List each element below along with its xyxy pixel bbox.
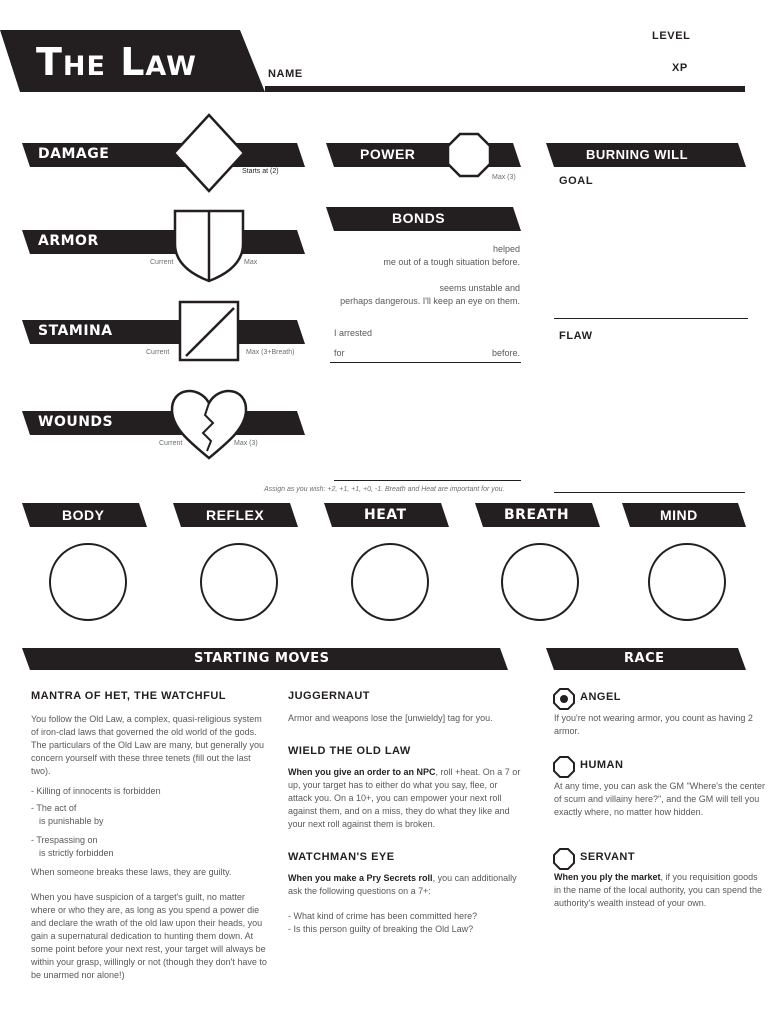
bond-1a: helped [492,244,520,254]
servant-text [554,871,766,910]
stat-label-breath: BREATH [504,507,570,523]
stat-circle-heat[interactable] [351,543,429,621]
wounds-label: WOUNDS [38,414,114,430]
assign-note: Assign as you wish: +2, +1, +1, +0, -1. Breath and Heat are important for you. [264,486,505,493]
bond-1b: me out of a tough situation before. [383,257,520,267]
juggernaut-title: JUGGERNAUT [288,690,371,702]
eye-q1: - What kind of crime has been committed here? [288,911,478,921]
mantra-p1: You follow the Old Law, a complex, quasi-religious system of iron-clad laws that governed the old world of the gods. The particulars of the Old Law are many, but generally you concern yourself with these three tenets (fill out the last two). [31,714,264,776]
page-title: The Law [36,40,197,84]
tenet-2a: - The act of [31,803,77,813]
armor-current: Current [150,259,174,266]
damage-note: Starts at (2) [242,168,279,175]
eye-text [288,872,522,898]
stat-label-body: BODY [62,507,105,523]
wounds-max: Max (3) [234,440,258,447]
servant-body: , if you requisition goods in the name of the local authority, you can spend the authority's wealth instead of your own. [554,872,762,908]
bond-2b: perhaps dangerous. I'll keep an eye on them. [340,296,520,306]
name-label: NAME [268,68,303,80]
bond-2a: seems unstable and [439,283,520,293]
broken-heart-icon [169,385,249,461]
moves-label: STARTING MOVES [194,651,330,666]
level-label: LEVEL [652,30,691,42]
goal-line [554,318,748,319]
power-label: POWER [360,146,416,162]
xp-label: XP [672,62,688,74]
stat-circle-breath[interactable] [501,543,579,621]
flaw-label: FLAW [559,330,593,342]
mantra-p3: When you have suspicion of a target's guilt, no matter where or who they are, as long as you spend a power die and declare the wrath of the old law upon their heads, you gain a supernatural dedication to hunting them down. At some point before your next rest, your target will always be within your grasp, willingly or not (though they don't have to be unarmed nor alone!) [31,892,267,980]
bond-3b: for [334,348,345,358]
wield-text [288,766,522,831]
goal-label: GOAL [559,175,594,187]
eye-q2: - Is this person guilty of breaking the Old Law? [288,924,474,934]
bonds-bottom-line [334,480,521,481]
human-text: At any time, you can ask the GM "Where's the center of scum and villainy here?", and the GM will tell you exactly where, no matter how hidden. [554,781,766,817]
title-banner [0,30,265,92]
eye-body: , you can additionally ask the following questions on a 7+: [288,873,517,896]
shield-icon [172,208,246,284]
angel-checkbox-icon[interactable] [553,688,575,710]
damage-diamond-icon [172,113,246,193]
wounds-current: Current [159,440,183,447]
angel-title: ANGEL [580,691,621,703]
bond-3a: I arrested [334,328,373,338]
stat-label-heat: HEAT [364,507,407,523]
juggernaut-text: Armor and weapons lose the [unwieldy] tag for you. [288,713,493,723]
armor-label: ARMOR [38,233,99,249]
tenet-3a: - Trespassing on [31,835,98,845]
servant-checkbox-icon[interactable] [553,848,575,870]
stamina-label: STAMINA [38,323,113,339]
tenet-1: - Killing of innocents is forbidden [31,786,161,796]
bonds-line [330,362,521,363]
stamina-current: Current [146,349,170,356]
armor-max: Max [244,259,258,266]
flaw-line [554,492,745,493]
stat-circle-reflex[interactable] [200,543,278,621]
burning-will-label: BURNING WILL [586,147,689,162]
angel-text: If you're not wearing armor, you count as having 2 armor. [554,713,753,736]
mantra-title: MANTRA OF HET, THE WATCHFUL [31,690,226,702]
stat-label-mind: MIND [660,507,698,523]
bond-3c: before. [491,348,520,358]
servant-trigger: When you ply the market [554,872,661,882]
stat-circle-mind[interactable] [648,543,726,621]
stamina-box-icon [178,300,240,362]
stat-label-reflex: REFLEX [206,507,265,523]
wield-body: , roll +heat. On a 7 or up, your target has to either do what you say, flee, or attack you. On a 10+, you can empower your next roll against them, and on a miss, they do what they like and your next roll against them is broken. [288,767,521,829]
tenet-2b: is punishable by [39,816,104,826]
human-title: HUMAN [580,759,624,771]
servant-title: SERVANT [580,851,636,863]
name-line [265,86,745,92]
human-checkbox-icon[interactable] [553,756,575,778]
eye-title: WATCHMAN'S EYE [288,851,395,863]
power-note: Max (3) [492,174,516,181]
eye-trigger: When you make a Pry Secrets roll [288,873,433,883]
bonds-label: BONDS [392,210,446,226]
wield-trigger: When you give an order to an NPC [288,767,436,777]
stat-circle-body[interactable] [49,543,127,621]
power-octagon-icon [446,132,492,178]
tenet-3b: is strictly forbidden [39,848,114,858]
stamina-max: Max (3+Breath) [246,349,295,356]
damage-label: DAMAGE [38,146,110,162]
mantra-p2: When someone breaks these laws, they are guilty. [31,867,232,877]
wield-title: WIELD THE OLD LAW [288,745,411,757]
race-label: RACE [624,651,665,666]
